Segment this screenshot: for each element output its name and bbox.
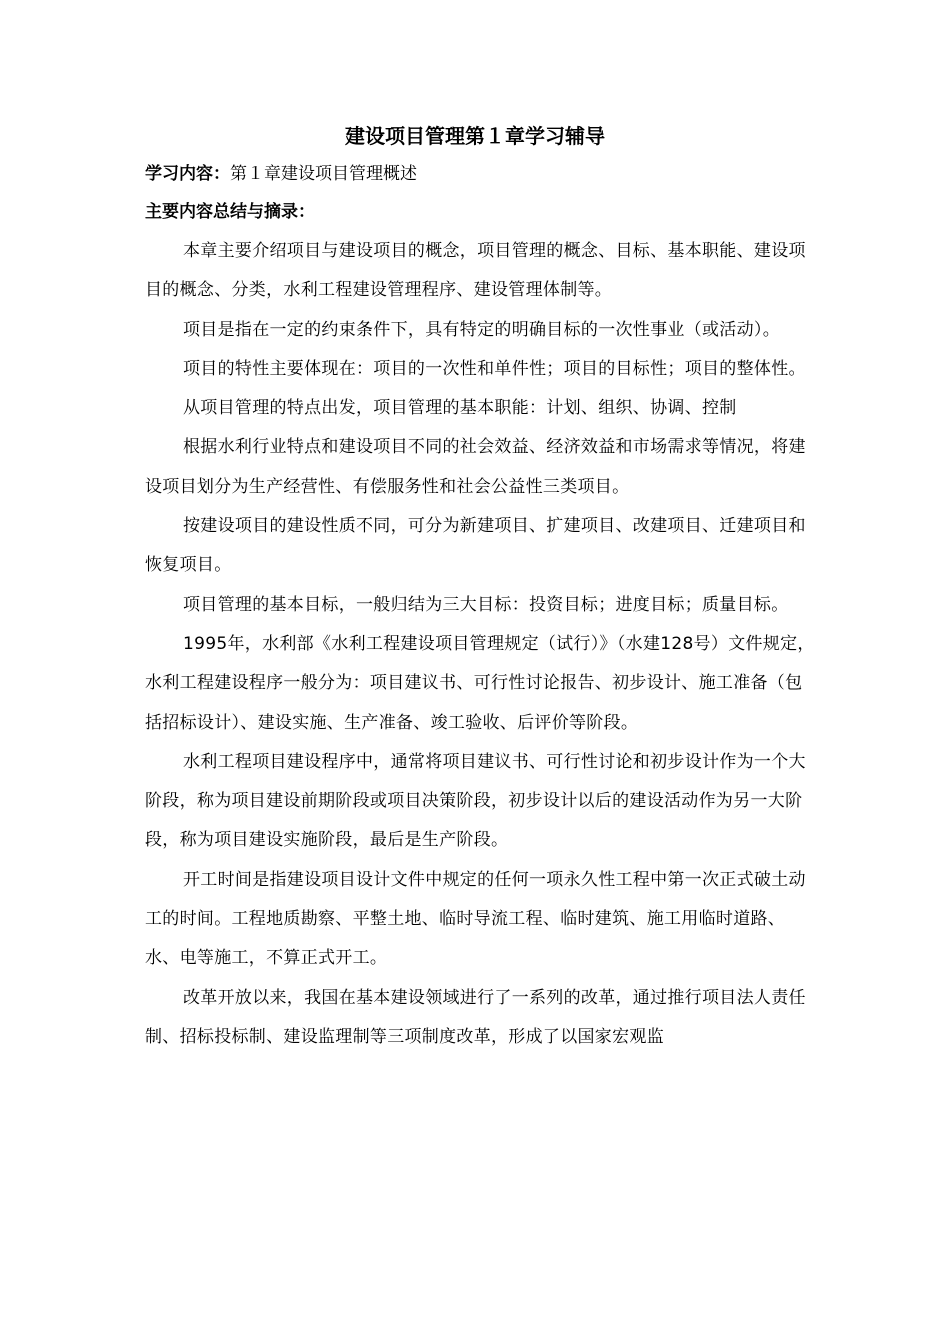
paragraph: 1995年，水利部《水利工程建设项目管理规定（试行）》（水建128号）文件规定，水利工程建设程序一般分为：项目建议书、可行性讨论报告、初步设计、施工准备（包括招标设计）、建设实施、生产准备、竣工验收、后评价等阶段。 xyxy=(145,633,815,733)
study-content-value: 第１章建设项目管理概述 xyxy=(230,164,417,184)
summary-heading: 主要内容总结与摘录： xyxy=(145,202,315,222)
paragraph: 项目是指在一定的约束条件下，具有特定的明确目标的一次性事业（或活动）。 xyxy=(183,319,780,340)
paragraph: 水利工程项目建设程序中，通常将项目建议书、可行性讨论和初步设计作为一个大阶段，称为项目建设前期阶段或项目决策阶段，初步设计以后的建设活动作为另一大阶段，称为项目建设实施阶段，最后是生产阶段。 xyxy=(145,751,806,851)
paragraph: 项目管理的基本目标，一般归结为三大目标：投资目标；进度目标；质量目标。 xyxy=(183,594,789,615)
study-content-label: 学习内容： xyxy=(145,164,230,184)
paragraph: 项目的特性主要体现在：项目的一次性和单件性；项目的目标性；项目的整体性。 xyxy=(183,358,806,379)
paragraph: 按建设项目的建设性质不同，可分为新建项目、扩建项目、改建项目、迁建项目和恢复项目。 xyxy=(145,516,806,576)
paragraph: 开工时间是指建设项目设计文件中规定的任何一项永久性工程中第一次正式破土动工的时间。工程地质勘察、平整土地、临时导流工程、临时建筑、施工用临时道路、水、电等施工，不算正式开工。 xyxy=(145,869,806,969)
paragraph: 根据水利行业特点和建设项目不同的社会效益、经济效益和市场需求等情况，将建设项目划分为生产经营性、有偿服务性和社会公益性三类项目。 xyxy=(145,437,806,497)
paragraph: 本章主要介绍项目与建设项目的概念，项目管理的概念、目标、基本职能、建设项目的概念、分类，水利工程建设管理程序、建设管理体制等。 xyxy=(145,241,806,301)
document-title: 建设项目管理第１章学习辅导 xyxy=(345,124,605,148)
summary-heading-line xyxy=(145,200,315,224)
paragraph: 改革开放以来，我国在基本建设领域进行了一系列的改革，通过推行项目法人责任制、招标投标制、建设监理制等三项制度改革，形成了以国家宏观监 xyxy=(145,987,806,1047)
paragraph: 从项目管理的特点出发，项目管理的基本职能：计划、组织、协调、控制 xyxy=(183,398,737,419)
study-content-line xyxy=(145,162,417,186)
document-body xyxy=(145,232,817,1057)
